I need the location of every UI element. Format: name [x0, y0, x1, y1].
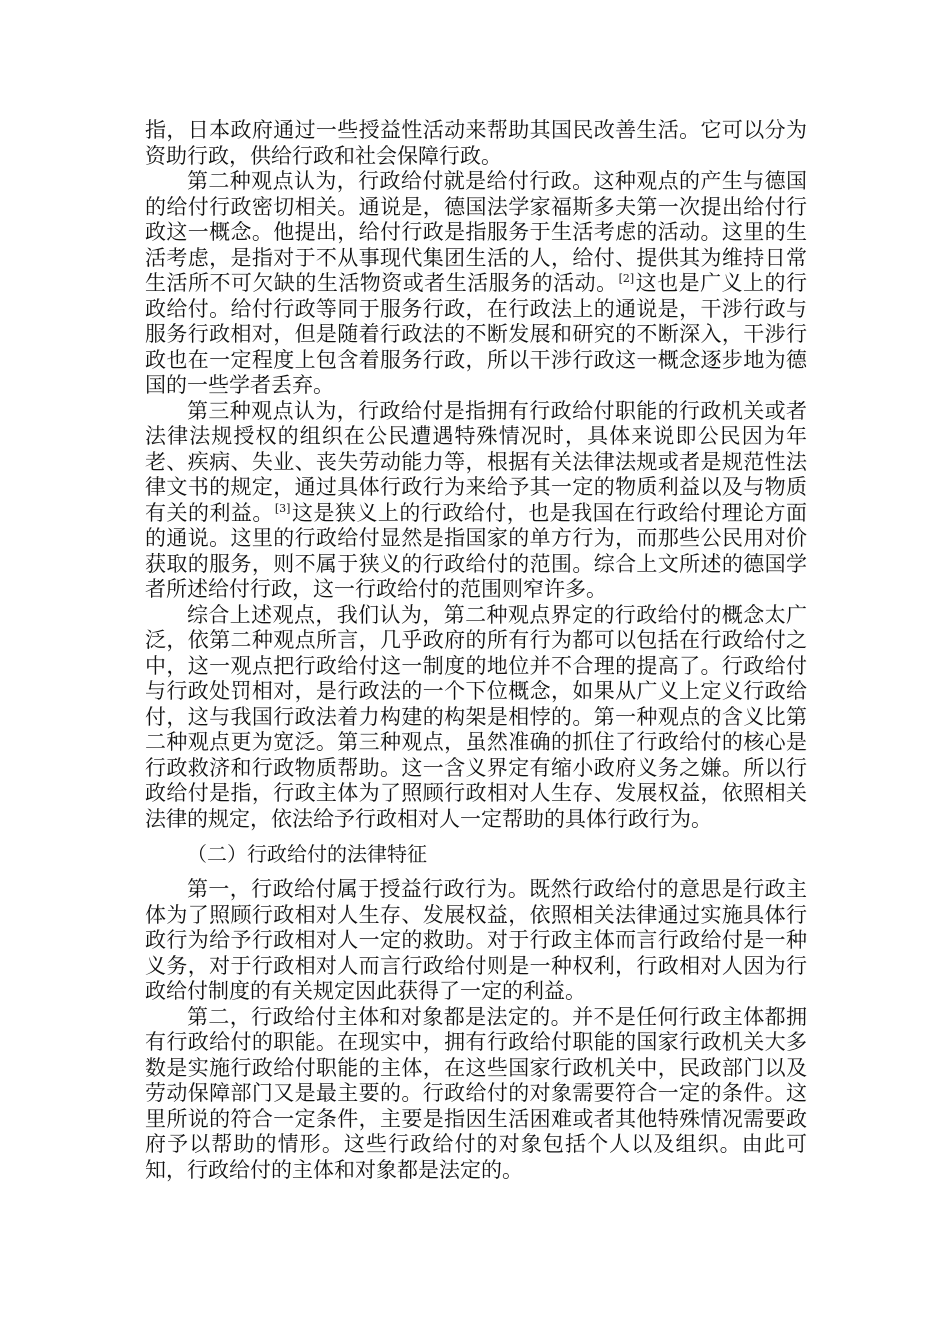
section-heading: （二）行政给付的法律特征	[187, 842, 427, 866]
footnote-reference[interactable]: [2]	[618, 272, 635, 285]
document-body	[145, 118, 807, 1183]
footnote-reference[interactable]: [3]	[274, 501, 291, 515]
paragraph-text: 这也是广义上的行政给付。给付行政等同于服务行政，在行政法上的通说是，干涉行政与服务行政相对，但是随着行政法的不断发展和研究的不断深入，干涉行政也在一定程度上包含着服务行政，所以干涉行政这一概念逐步地为德国的一些学者丢弃。	[145, 271, 807, 397]
paragraph-feature-one: 第一，行政给付属于授益行政行为。既然行政给付的意思是行政主体为了照顾行政相对人生存、发展权益，依照相关法律通过实施具体行政行为给予行政相对人一定的救助。对于行政主体而言行政给付是一种义务，对于行政相对人而言行政给付则是一种权利，行政相对人因为行政给付制度的有关规定因此获得了一定的利益。	[145, 877, 807, 1003]
paragraph-text: 第二种观点认为，行政给付就是给付行政。这种观点的产生与德国的给付行政密切相关。通说是，德国法学家福斯多夫第一次提出给付行政这一概念。他提出，给付行政是指服务于生活考虑的活动。这里的生活考虑，是指对于不从事现代集团生活的人，给付、提供其为维持日常生活所不可欠缺的生活物资或者生活服务的活动。	[145, 169, 807, 295]
paragraph-continuation: 指，日本政府通过一些授益性活动来帮助其国民改善生活。它可以分为资助行政，供给行政和社会保障行政。	[145, 118, 807, 168]
paragraph-second-view	[145, 169, 807, 399]
paragraph-feature-two: 第二，行政给付主体和对象都是法定的。并不是任何行政主体都拥有行政给付的职能。在现实中，拥有行政给付职能的国家行政机关大多数是实施行政给付职能的主体，在这些国家行政机关中，民政部门以及劳动保障部门又是最主要的。行政给付的对象需要符合一定的条件。这里所说的符合一定条件，主要是指因生活困难或者其他特殊情况需要政府予以帮助的情形。这些行政给付的对象包括个人以及组织。由此可知，行政给付的主体和对象都是法定的。	[145, 1004, 807, 1182]
paragraph-summary: 综合上述观点，我们认为，第二种观点界定的行政给付的概念太广泛，依第二种观点所言，几乎政府的所有行为都可以包括在行政给付之中，这一观点把行政给付这一制度的地位并不合理的提高了。行政给付与行政处罚相对，是行政法的一个下位概念，如果从广义上定义行政给付，这与我国行政法着力构建的构架是相悖的。第一种观点的含义比第二种观点更为宽泛。第三种观点，虽然准确的抓住了行政给付的核心是行政救济和行政物质帮助。这一含义界定有缩小政府义务之嫌。所以行政给付是指，行政主体为了照顾行政相对人生存、发展权益，依照相关法律的规定，依法给予行政相对人一定帮助的具体行政行为。	[145, 602, 807, 831]
paragraph-text: 这是狭义上的行政给付，也是我国在行政给付理论方面的通说。这里的行政给付显然是指国家的单方行为，而那些公民用对价获取的服务，则不属于狭义的行政给付的范围。综合上文所述的德国学者所述给付行政，这一行政给付的范围则窄许多。	[145, 500, 808, 601]
paragraph-text: 第三种观点认为，行政给付是指拥有行政给付职能的行政机关或者法律法规授权的组织在公民遭遇特殊情况时，具体来说即公民因为年老、疾病、失业、丧失劳动能力等，根据有关法律法规或者是规范性法律文书的规定，通过具体行政行为来给予其一定的物质利益以及与物质有关的利益。	[145, 398, 807, 525]
paragraph-third-view	[145, 399, 807, 603]
